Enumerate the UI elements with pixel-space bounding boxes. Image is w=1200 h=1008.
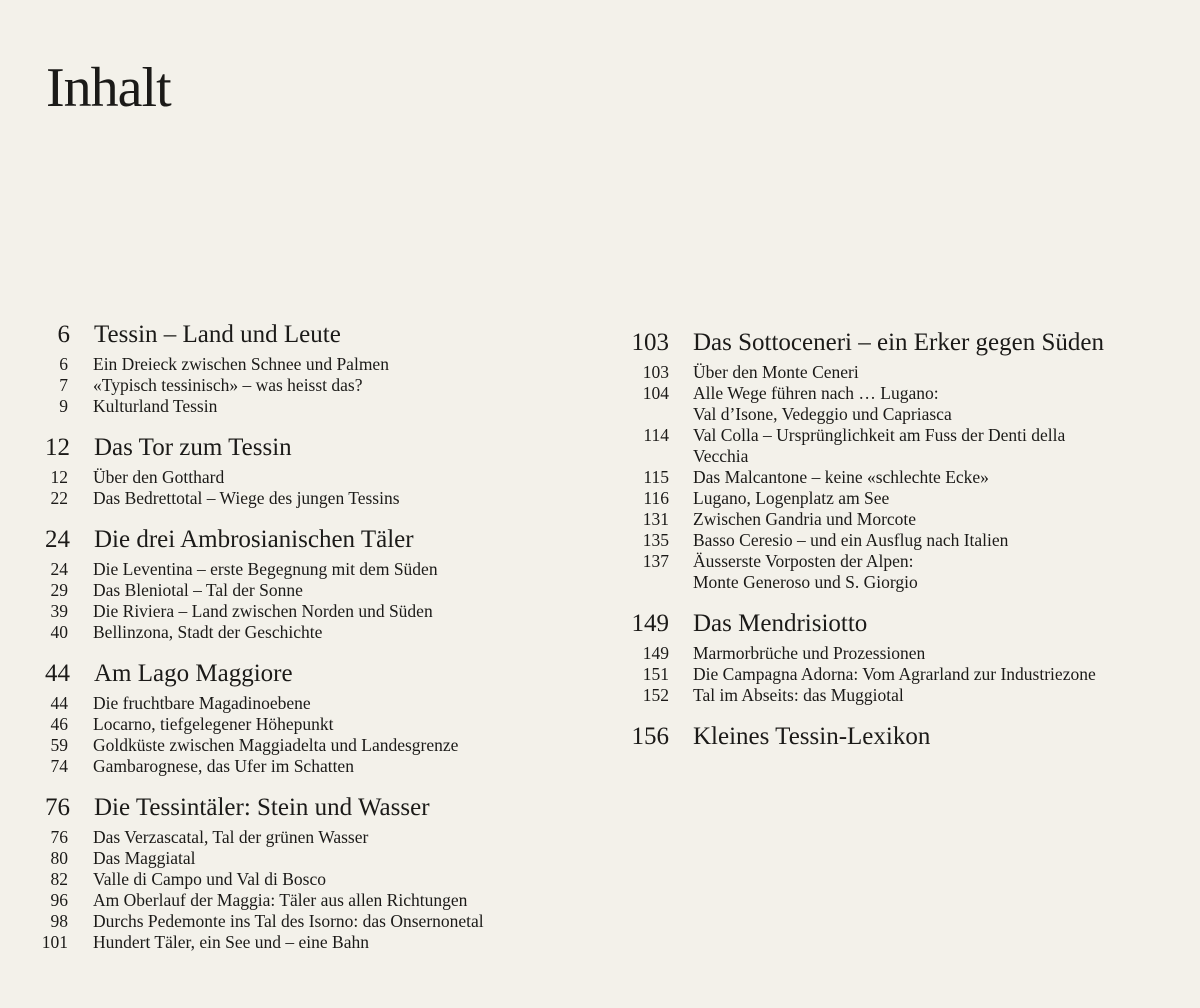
entry-title xyxy=(93,396,610,417)
toc-entry xyxy=(616,643,1196,664)
toc-section xyxy=(616,607,1196,706)
entry-page-number: 115 xyxy=(643,467,669,487)
entry-title xyxy=(93,580,610,601)
toc-entry xyxy=(30,559,610,580)
toc-entry xyxy=(30,488,610,509)
section-heading xyxy=(30,318,610,352)
entry-title xyxy=(93,911,610,932)
section-title: Tessin – Land und Leute xyxy=(94,321,341,348)
toc-entry xyxy=(616,383,1196,425)
toc-section xyxy=(616,720,1196,754)
entry-title-line: Das Maggiatal xyxy=(93,848,196,868)
toc-section xyxy=(30,318,610,417)
section-page-number: 6 xyxy=(57,321,70,348)
toc-section xyxy=(616,326,1196,593)
toc-entry xyxy=(616,362,1196,383)
entry-title xyxy=(93,622,610,643)
toc-entry xyxy=(30,932,610,953)
section-title: Das Mendrisiotto xyxy=(693,610,868,637)
toc-entry xyxy=(616,530,1196,551)
entry-title-line: Die Leventina – erste Begegnung mit dem Süden xyxy=(93,559,438,579)
entry-page-number: 152 xyxy=(642,685,669,705)
section-heading xyxy=(30,791,610,825)
entry-title xyxy=(93,467,610,488)
toc-entry xyxy=(30,467,610,488)
section-title: Am Lago Maggiore xyxy=(94,660,293,687)
entry-title xyxy=(93,714,610,735)
entry-title-line: Die Campagna Adorna: Vom Agrarland zur Industriezone xyxy=(693,664,1096,684)
entry-title xyxy=(693,530,1196,551)
section-heading xyxy=(616,607,1196,641)
entry-page-number: 40 xyxy=(50,622,68,642)
entry-title-line: Bellinzona, Stadt der Geschichte xyxy=(93,622,323,642)
toc-entry xyxy=(616,664,1196,685)
toc-section xyxy=(30,657,610,777)
toc-entry xyxy=(30,354,610,375)
entry-title-line: Am Oberlauf der Maggia: Täler aus allen Richtungen xyxy=(93,890,468,910)
entry-title xyxy=(93,375,610,396)
entry-page-number: 149 xyxy=(642,643,669,663)
entry-title xyxy=(93,601,610,622)
toc-entry xyxy=(616,488,1196,509)
entry-page-number: 98 xyxy=(50,911,68,931)
entry-title xyxy=(693,551,1196,593)
section-page-number: 76 xyxy=(45,794,70,821)
entry-page-number: 82 xyxy=(50,869,68,889)
entry-title-line: Goldküste zwischen Maggiadelta und Landesgrenze xyxy=(93,735,459,755)
section-title: Kleines Tessin-Lexikon xyxy=(693,723,931,750)
toc-entry xyxy=(30,869,610,890)
section-heading xyxy=(616,720,1196,754)
entry-page-number: 96 xyxy=(50,890,68,910)
toc-entry xyxy=(616,425,1196,467)
entry-title-line: Vecchia xyxy=(693,446,749,466)
toc-entry xyxy=(616,685,1196,706)
entry-title-line: Val Colla – Ursprünglichkeit am Fuss der Denti della xyxy=(693,425,1066,445)
entry-title xyxy=(93,693,610,714)
entry-title-line: Tal im Abseits: das Muggiotal xyxy=(693,685,904,705)
entry-page-number: 7 xyxy=(59,375,68,395)
entry-title-line: Locarno, tiefgelegener Höhepunkt xyxy=(93,714,334,734)
entry-title-line: Die fruchtbare Magadinoebene xyxy=(93,693,311,713)
entry-title-line: Äusserste Vorposten der Alpen: xyxy=(693,551,914,571)
entry-page-number: 12 xyxy=(50,467,68,487)
entry-page-number: 59 xyxy=(50,735,68,755)
entry-title-line: Monte Generoso und S. Giorgio xyxy=(693,572,918,592)
entry-title xyxy=(693,425,1196,467)
entry-title-line: Über den Gotthard xyxy=(93,467,225,487)
toc-entry xyxy=(30,827,610,848)
entry-page-number: 114 xyxy=(643,425,669,445)
entry-title-line: Die Riviera – Land zwischen Norden und Süden xyxy=(93,601,433,621)
entry-title-line: Das Malcantone – keine «schlechte Ecke» xyxy=(693,467,989,487)
entry-title xyxy=(693,383,1196,425)
section-page-number: 44 xyxy=(45,660,70,687)
entry-page-number: 46 xyxy=(50,714,68,734)
entry-title-line: Valle di Campo und Val di Bosco xyxy=(93,869,326,889)
entry-page-number: 44 xyxy=(50,693,68,713)
section-page-number: 24 xyxy=(45,526,70,553)
toc-entry xyxy=(30,580,610,601)
entry-title-line: Gambarognese, das Ufer im Schatten xyxy=(93,756,354,776)
entry-title-line: Lugano, Logenplatz am See xyxy=(693,488,890,508)
entry-page-number: 131 xyxy=(642,509,669,529)
toc-entry xyxy=(30,601,610,622)
entry-title-line: Das Bleniotal – Tal der Sonne xyxy=(93,580,303,600)
entry-title xyxy=(693,664,1196,685)
toc-entry xyxy=(30,693,610,714)
entry-page-number: 116 xyxy=(643,488,669,508)
toc-entry xyxy=(30,735,610,756)
toc-left-column xyxy=(30,318,610,967)
entry-page-number: 22 xyxy=(50,488,68,508)
entry-title xyxy=(93,932,610,953)
toc-entry xyxy=(30,396,610,417)
section-title: Das Tor zum Tessin xyxy=(94,434,292,461)
entry-title xyxy=(93,827,610,848)
section-heading xyxy=(30,431,610,465)
toc-section xyxy=(30,431,610,509)
entry-page-number: 104 xyxy=(642,383,669,403)
entry-title xyxy=(93,488,610,509)
entry-title-line: Basso Ceresio – und ein Ausflug nach Italien xyxy=(693,530,1009,550)
entry-page-number: 39 xyxy=(50,601,68,621)
entry-title-line: Zwischen Gandria und Morcote xyxy=(693,509,917,529)
toc-section xyxy=(30,791,610,953)
entry-title xyxy=(93,559,610,580)
entry-page-number: 6 xyxy=(59,354,68,374)
entry-page-number: 76 xyxy=(50,827,68,847)
toc-right-column xyxy=(616,326,1196,768)
entry-title-line: Val d’Isone, Vedeggio und Capriasca xyxy=(693,404,952,424)
section-page-number: 12 xyxy=(45,434,70,461)
entry-page-number: 80 xyxy=(50,848,68,868)
entry-title-line: Kulturland Tessin xyxy=(93,396,218,416)
toc-entry xyxy=(30,714,610,735)
section-page-number: 149 xyxy=(631,610,669,637)
entry-title-line: Das Bedrettotal – Wiege des jungen Tessins xyxy=(93,488,400,508)
entry-title-line: Hundert Täler, ein See und – eine Bahn xyxy=(93,932,369,952)
entry-title xyxy=(93,848,610,869)
entry-page-number: 137 xyxy=(642,551,669,571)
section-title: Die drei Ambrosianischen Täler xyxy=(94,526,414,553)
entry-title xyxy=(693,488,1196,509)
entry-page-number: 103 xyxy=(642,362,669,382)
section-page-number: 103 xyxy=(631,329,669,356)
entry-page-number: 151 xyxy=(642,664,669,684)
entry-title xyxy=(693,362,1196,383)
entry-title xyxy=(693,685,1196,706)
entry-title xyxy=(93,354,610,375)
entry-title xyxy=(93,735,610,756)
entry-page-number: 74 xyxy=(50,756,68,776)
entry-page-number: 24 xyxy=(50,559,68,579)
section-page-number: 156 xyxy=(631,723,669,750)
entry-title-line: Durchs Pedemonte ins Tal des Isorno: das Onsernonetal xyxy=(93,911,484,931)
page-title: Inhalt xyxy=(46,56,171,119)
toc-entry xyxy=(30,622,610,643)
entry-title-line: Marmorbrüche und Prozessionen xyxy=(693,643,926,663)
entry-page-number: 9 xyxy=(59,396,68,416)
entry-title-line: Ein Dreieck zwischen Schnee und Palmen xyxy=(93,354,389,374)
entry-title-line: Über den Monte Ceneri xyxy=(693,362,859,382)
toc-entry xyxy=(616,509,1196,530)
entry-title xyxy=(93,869,610,890)
section-heading xyxy=(616,326,1196,360)
entry-title xyxy=(93,756,610,777)
toc-entry xyxy=(30,848,610,869)
entry-page-number: 101 xyxy=(41,932,68,952)
toc-entry xyxy=(616,467,1196,488)
entry-title xyxy=(93,890,610,911)
section-heading xyxy=(30,523,610,557)
toc-entry xyxy=(30,911,610,932)
entry-title-line: «Typisch tessinisch» – was heisst das? xyxy=(93,375,363,395)
toc-entry xyxy=(30,890,610,911)
toc-entry xyxy=(616,551,1196,593)
section-title: Das Sottoceneri – ein Erker gegen Süden xyxy=(693,329,1104,356)
section-heading xyxy=(30,657,610,691)
entry-page-number: 135 xyxy=(642,530,669,550)
entry-title-line: Alle Wege führen nach … Lugano: xyxy=(693,383,939,403)
section-title: Die Tessintäler: Stein und Wasser xyxy=(94,794,430,821)
entry-title-line: Das Verzascatal, Tal der grünen Wasser xyxy=(93,827,369,847)
toc-section xyxy=(30,523,610,643)
entry-page-number: 29 xyxy=(50,580,68,600)
toc-entry xyxy=(30,756,610,777)
entry-title xyxy=(693,643,1196,664)
entry-title xyxy=(693,467,1196,488)
entry-title xyxy=(693,509,1196,530)
toc-entry xyxy=(30,375,610,396)
